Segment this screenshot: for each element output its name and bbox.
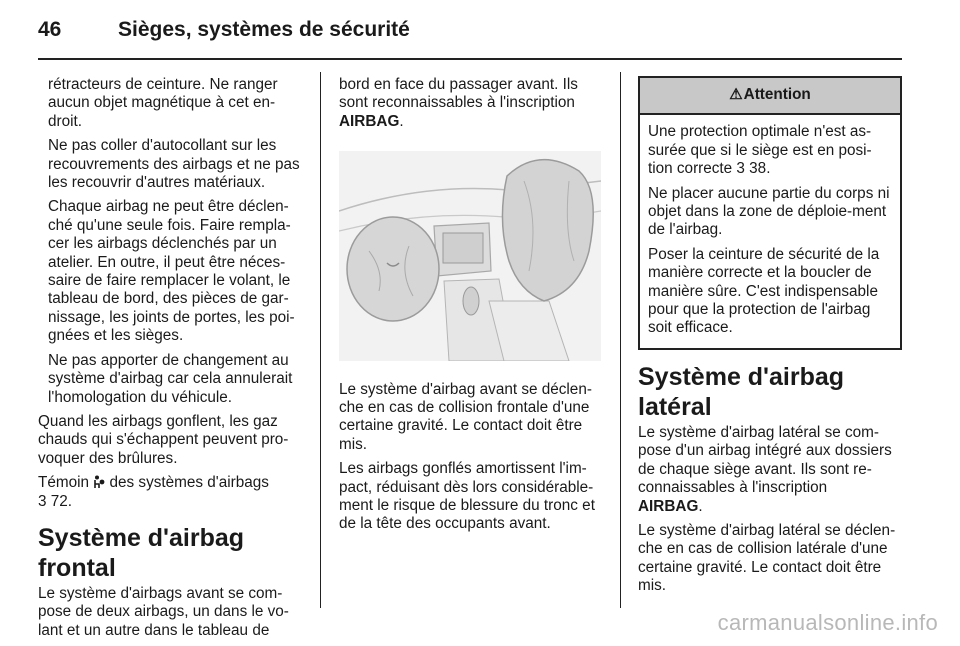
paragraph: Le système d'airbag avant se déclen-che en cas de collision frontale d'une certaine gravité. Le contact doit être mis. (339, 380, 592, 453)
warning-paragraph: Poser la ceinture de sécurité de la manière correcte et la boucler de manière sûre. C'est indispensable pour que la protection de l'airbag soit efficace. (648, 245, 880, 337)
column-divider-1 (320, 72, 321, 608)
text: . (698, 497, 703, 515)
airbag-warning-icon (93, 475, 105, 489)
text: . (399, 112, 404, 130)
text: Le système d'airbag latéral se com-pose d'un airbag intégré aux dossiers de chaque siège avant. Ils sont re-connaissables à l'inscription (638, 423, 892, 497)
watermark: carmanualsonline.info (717, 610, 938, 635)
paragraph (339, 76, 603, 131)
paragraph (38, 474, 302, 511)
paragraph: Chaque airbag ne peut être déclen-ché qu'une seule fois. Faire rempla-cer les airbags déclenchés par un atelier. En outre, il peut être néces-saire de faire remplacer le volant, le tableau de bord, des pièces de gar-nissage, les joints de portes, les poi-gnées et les sièges. (48, 198, 295, 345)
warning-header (640, 78, 900, 115)
page-header (38, 18, 902, 58)
airbag-label: AIRBAG (339, 112, 400, 130)
section-title: Sièges, systèmes de sécurité (118, 18, 410, 41)
column-2 (339, 76, 603, 540)
warning-triangle-icon: ⚠ (729, 86, 743, 103)
text: Témoin (38, 474, 90, 492)
text: bord en face du passager avant. Ils sont reconnaissables à l'inscription (339, 76, 578, 112)
paragraph: Ne pas apporter de changement au système d'airbag car cela annulerait l'homologation du véhicule. (48, 351, 293, 406)
warning-title: Attention (743, 86, 811, 103)
warning-box (638, 76, 902, 350)
page-reference: 3 72. (38, 492, 73, 510)
header-rule (38, 58, 902, 60)
page-number: 46 (38, 18, 62, 41)
warning-body (640, 115, 900, 347)
paragraph: Le système d'airbag latéral se déclen-che en cas de collision latérale d'une certaine gravité. Le contact doit être mis. (638, 521, 896, 595)
column-3 (638, 76, 902, 602)
paragraph: rétracteurs de ceinture. Ne ranger aucun objet magnétique à cet en-droit. (48, 76, 278, 130)
paragraph: Ne pas coller d'autocollant sur les recouvrements des airbags et ne pas les recouvrir d'autres matériaux. (48, 137, 300, 192)
paragraph: Les airbags gonflés amortissent l'im-pact, réduisant dès lors considérable-ment le risque de blessure du tronc et de la tête des occupants avant. (339, 460, 595, 533)
column-divider-2 (620, 72, 621, 608)
warning-paragraph: Ne placer aucune partie du corps ni objet dans la zone de déploie-ment de l'airbag. (648, 184, 890, 239)
airbag-illustration (339, 151, 601, 361)
text: des systèmes d'airbags (109, 474, 269, 492)
paragraph: Quand les airbags gonflent, les gaz chauds qui s'échappent peuvent pro-voquer des brûlures. (38, 412, 289, 467)
warning-paragraph: Une protection optimale n'est as-surée que si le siège est en posi-tion correcte 3 38. (648, 123, 872, 178)
heading-frontal-airbag: Système d'airbag frontal (38, 523, 245, 582)
airbag-label: AIRBAG (638, 497, 699, 515)
heading-side-airbag: Système d'airbag latéral (638, 362, 845, 421)
paragraph: Le système d'airbags avant se com-pose de deux airbags, un dans le vo-lant et un autre dans le tableau de (38, 584, 289, 639)
column-1 (38, 76, 302, 646)
paragraph (638, 424, 902, 516)
